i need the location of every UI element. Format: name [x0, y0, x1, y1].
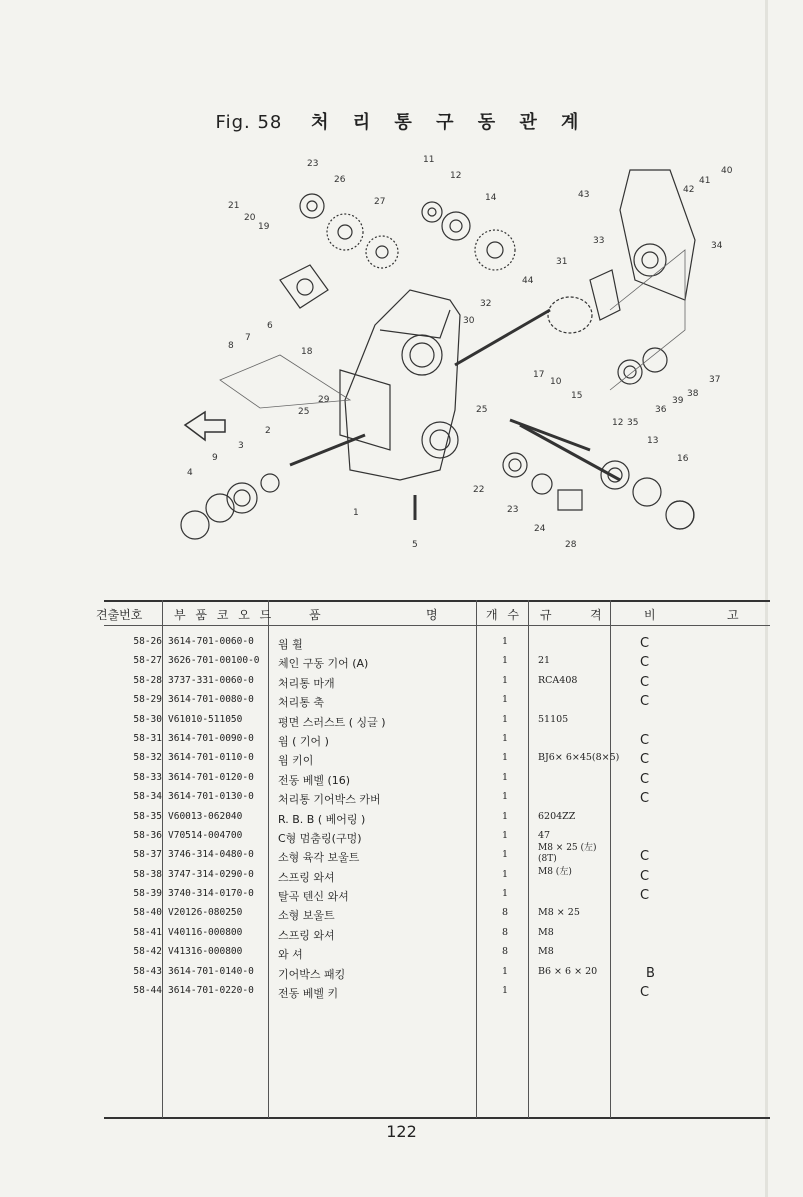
cell-remark: C: [640, 694, 650, 710]
cell-no: 58-34: [133, 791, 162, 803]
cell-code: V60013-062040: [168, 810, 243, 822]
callout-15: 15: [571, 391, 583, 401]
cell-name: 처리통 축: [278, 696, 325, 710]
callout-39: 39: [672, 396, 684, 406]
table-row: [104, 828, 770, 847]
parts-table: [96, 600, 770, 1118]
cell-remark: C: [640, 674, 650, 690]
drive-shaft: [290, 435, 365, 465]
cell-no: 58-36: [133, 829, 162, 841]
callout-43: 43: [578, 190, 590, 200]
page-number: 122: [386, 1122, 417, 1141]
callout-19: 19: [258, 222, 270, 232]
callout-38: 38: [687, 389, 699, 399]
cell-qty: 1: [502, 771, 509, 783]
cell-code: 3747-314-0290-0: [168, 868, 254, 880]
cell-remark: C: [640, 636, 650, 651]
cell-code: V70514-004700: [168, 829, 243, 841]
cell-spec: M8 (左): [538, 866, 572, 877]
cell-spec: M8: [538, 946, 554, 958]
figure-label: Fig. 58: [215, 112, 283, 133]
cell-code: 3746-314-0480-0: [168, 849, 254, 861]
cell-remark: C: [640, 985, 650, 1001]
cell-code: 3614-701-0090-0: [168, 732, 254, 744]
cell-code: 3614-701-0110-0: [168, 752, 254, 764]
cell-no: 58-35: [133, 810, 162, 822]
cell-qty: 1: [502, 965, 509, 977]
cell-remark: C: [640, 732, 650, 748]
cell-code: 3614-701-0140-0: [168, 965, 254, 977]
callout-7: 7: [245, 333, 251, 343]
table-row: [104, 673, 770, 692]
callout-17: 17: [533, 370, 545, 380]
cell-no: 58-29: [133, 694, 162, 706]
cell-remark: B: [646, 965, 655, 981]
table-row: [104, 750, 770, 769]
callout-1: 1: [353, 508, 359, 518]
callout-13: 13: [647, 436, 659, 446]
callout-12b: 12: [612, 418, 624, 428]
cell-code: 3737-331-0060-0: [168, 674, 254, 686]
bevel-gear: [590, 270, 620, 320]
cell-spec: RCA408: [538, 674, 578, 686]
worm-gear: [548, 297, 592, 333]
cell-no: 58-40: [133, 907, 162, 919]
header-part-number: 견출번호: [96, 608, 143, 622]
table-row: [104, 886, 770, 905]
cell-name: 탈곡 텐신 와셔: [278, 890, 349, 904]
table-row: [104, 770, 770, 789]
cell-no: 58-43: [133, 965, 162, 977]
callout-10: 10: [550, 377, 562, 387]
callout-26: 26: [334, 175, 346, 185]
table-row: [104, 634, 770, 653]
exploded-parts-diagram: [150, 150, 750, 550]
cell-code: 3614-701-0120-0: [168, 771, 254, 783]
callout-27: 27: [374, 197, 386, 207]
cell-name: 스프링 와셔: [278, 928, 335, 942]
cell-code: 3614-701-0220-0: [168, 985, 254, 997]
main-shaft: [520, 425, 620, 480]
cell-name: 처리통 기어박스 카버: [278, 793, 381, 807]
gear-stack-top: [300, 194, 515, 270]
callout-14: 14: [485, 193, 497, 203]
cell-spec: M8 × 25: [538, 907, 580, 919]
page-title: [0, 108, 803, 134]
callout-41: 41: [699, 176, 711, 186]
figure-title: 처 리 통 구 동 관 계: [311, 112, 588, 133]
gearbox-housing: [345, 290, 460, 480]
header-spec-left: 규: [540, 608, 555, 622]
cell-name: 웜 휠: [278, 638, 303, 651]
cell-name: R. B. B ( 베어링 ): [278, 812, 366, 826]
cell-code: 3614-701-0130-0: [168, 791, 254, 803]
table-row: [104, 964, 770, 983]
cell-no: 58-32: [133, 752, 162, 764]
callout-8: 8: [228, 341, 234, 351]
cell-qty: 1: [502, 636, 509, 647]
cell-name: 스프링 와셔: [278, 870, 335, 884]
table-row: [104, 867, 770, 886]
header-spec-right: 격: [590, 608, 605, 622]
table-body: [104, 634, 770, 1002]
cell-qty: 8: [502, 926, 509, 938]
cell-no: 58-30: [133, 713, 162, 725]
callout-23a: 23: [307, 159, 319, 169]
cell-qty: 1: [502, 791, 509, 803]
cell-no: 58-27: [133, 655, 162, 667]
callout-44: 44: [522, 276, 534, 286]
callout-37: 37: [709, 375, 721, 385]
table-row: [104, 789, 770, 808]
cell-no: 58-44: [133, 985, 162, 997]
callout-23b: 23: [507, 505, 519, 515]
cell-no: 58-31: [133, 732, 162, 744]
callout-6: 6: [267, 321, 273, 331]
cell-name: 기어박스 패킹: [278, 967, 346, 981]
callout-16: 16: [677, 454, 689, 464]
callout-24: 24: [534, 524, 546, 534]
cell-spec: 21: [538, 655, 551, 667]
table-row: [104, 809, 770, 828]
cell-name: 웜 ( 기어 ): [278, 734, 329, 748]
cell-qty: 1: [502, 829, 509, 841]
table-row: [104, 925, 770, 944]
cell-qty: 1: [502, 732, 509, 744]
diagram-callouts: [187, 155, 733, 550]
cell-qty: 1: [502, 655, 509, 667]
cell-name: 소형 육각 보울트: [278, 851, 360, 865]
callout-36: 36: [655, 405, 667, 415]
cell-qty: 1: [502, 868, 509, 880]
header-remark-left: 비: [644, 608, 659, 622]
cell-code: 3740-314-0170-0: [168, 888, 254, 900]
cell-code: V61010-511050: [168, 713, 243, 725]
cell-spec: 6204ZZ: [538, 810, 576, 822]
callout-2: 2: [265, 426, 271, 436]
cell-name: 전동 베벨 키: [278, 987, 339, 1001]
cell-qty: 1: [502, 849, 509, 861]
callout-29: 29: [318, 395, 330, 405]
callout-11: 11: [423, 155, 435, 165]
table-row: [104, 692, 770, 711]
table-top-rule: [104, 600, 770, 602]
cell-code: V40116-000800: [168, 926, 243, 938]
cell-name: 소형 보울트: [278, 909, 335, 923]
callout-4: 4: [187, 468, 193, 478]
callout-21: 21: [228, 201, 240, 211]
cell-no: 58-28: [133, 674, 162, 686]
callout-3: 3: [238, 441, 244, 451]
cell-qty: 1: [502, 674, 509, 686]
cell-name: 평면 스러스트 ( 싱글 ): [278, 715, 386, 729]
callout-34: 34: [711, 241, 723, 251]
callout-20: 20: [244, 213, 256, 223]
cell-no: 58-33: [133, 771, 162, 783]
cell-spec: 51105: [538, 713, 569, 725]
cell-spec: BJ6× 6×45(8×5): [538, 752, 620, 764]
cell-name: 체인 구동 기어 (A): [278, 657, 369, 671]
table-row: [104, 905, 770, 924]
cell-remark: C: [640, 771, 650, 787]
cell-no: 58-26: [133, 636, 162, 647]
table-bottom-rule: [104, 1117, 770, 1119]
header-quantity: 개 수: [486, 608, 522, 622]
table-row: [104, 983, 770, 1002]
table-header-rule: [104, 625, 770, 626]
callout-25b: 25: [476, 405, 488, 415]
table-row: [104, 731, 770, 750]
cell-no: 58-38: [133, 868, 162, 880]
cell-code: V41316-000800: [168, 946, 243, 958]
cell-no: 58-41: [133, 926, 162, 938]
callout-42: 42: [683, 185, 695, 195]
cell-qty: 1: [502, 694, 509, 706]
table-row: [104, 653, 770, 672]
cell-spec: M8: [538, 926, 554, 938]
cell-name: C형 멈춤링(구멍): [278, 831, 362, 845]
callout-22: 22: [473, 485, 485, 495]
cell-remark: C: [640, 868, 650, 884]
callout-9: 9: [212, 453, 218, 463]
cell-remark: C: [640, 655, 650, 671]
header-name-left: 품: [309, 608, 324, 622]
cell-remark: C: [640, 752, 650, 768]
cell-name: 처리통 마개: [278, 676, 335, 690]
callout-25a: 25: [298, 407, 310, 417]
cell-code: 3614-701-0080-0: [168, 694, 254, 706]
header-remark-right: 고: [727, 608, 742, 622]
cell-code: 3626-701-00100-0: [168, 655, 260, 667]
cell-qty: 1: [502, 752, 509, 764]
cell-qty: 1: [502, 888, 509, 900]
cell-qty: 1: [502, 713, 509, 725]
cell-code: V20126-080250: [168, 907, 243, 919]
cell-qty: 1: [502, 810, 509, 822]
callout-33: 33: [593, 236, 605, 246]
callout-35: 35: [627, 418, 639, 428]
cell-qty: 8: [502, 946, 509, 958]
callout-30: 30: [463, 316, 475, 326]
cell-remark: C: [640, 791, 650, 807]
cell-name: 와 셔: [278, 948, 303, 962]
callout-5: 5: [412, 540, 418, 550]
callout-12a: 12: [450, 171, 462, 181]
coupling: [280, 265, 328, 308]
callout-28: 28: [565, 540, 577, 550]
cell-qty: 1: [502, 985, 509, 997]
callout-18: 18: [301, 347, 313, 357]
cell-spec: M8 × 25 (左) (8T): [538, 843, 597, 865]
cell-name: 웜 키이: [278, 754, 314, 768]
cell-spec: B6 × 6 × 20: [538, 965, 598, 977]
cell-no: 58-37: [133, 849, 162, 861]
cell-name: 전동 베벨 (16): [278, 773, 351, 787]
table-row: [104, 712, 770, 731]
callout-32: 32: [480, 299, 492, 309]
header-part-code: 부 품 코 오 드: [174, 608, 275, 622]
cell-remark: C: [640, 849, 650, 865]
cell-qty: 8: [502, 907, 509, 919]
cell-no: 58-42: [133, 946, 162, 958]
header-name-right: 명: [426, 608, 441, 622]
cell-no: 58-39: [133, 888, 162, 900]
direction-arrow: [185, 412, 225, 440]
callout-31: 31: [556, 257, 568, 267]
cell-code: 3614-701-0060-0: [168, 636, 254, 647]
table-row: [104, 843, 770, 866]
cell-spec: 47: [538, 829, 551, 841]
callout-40: 40: [721, 166, 733, 176]
cell-remark: C: [640, 888, 650, 904]
table-row: [104, 944, 770, 963]
